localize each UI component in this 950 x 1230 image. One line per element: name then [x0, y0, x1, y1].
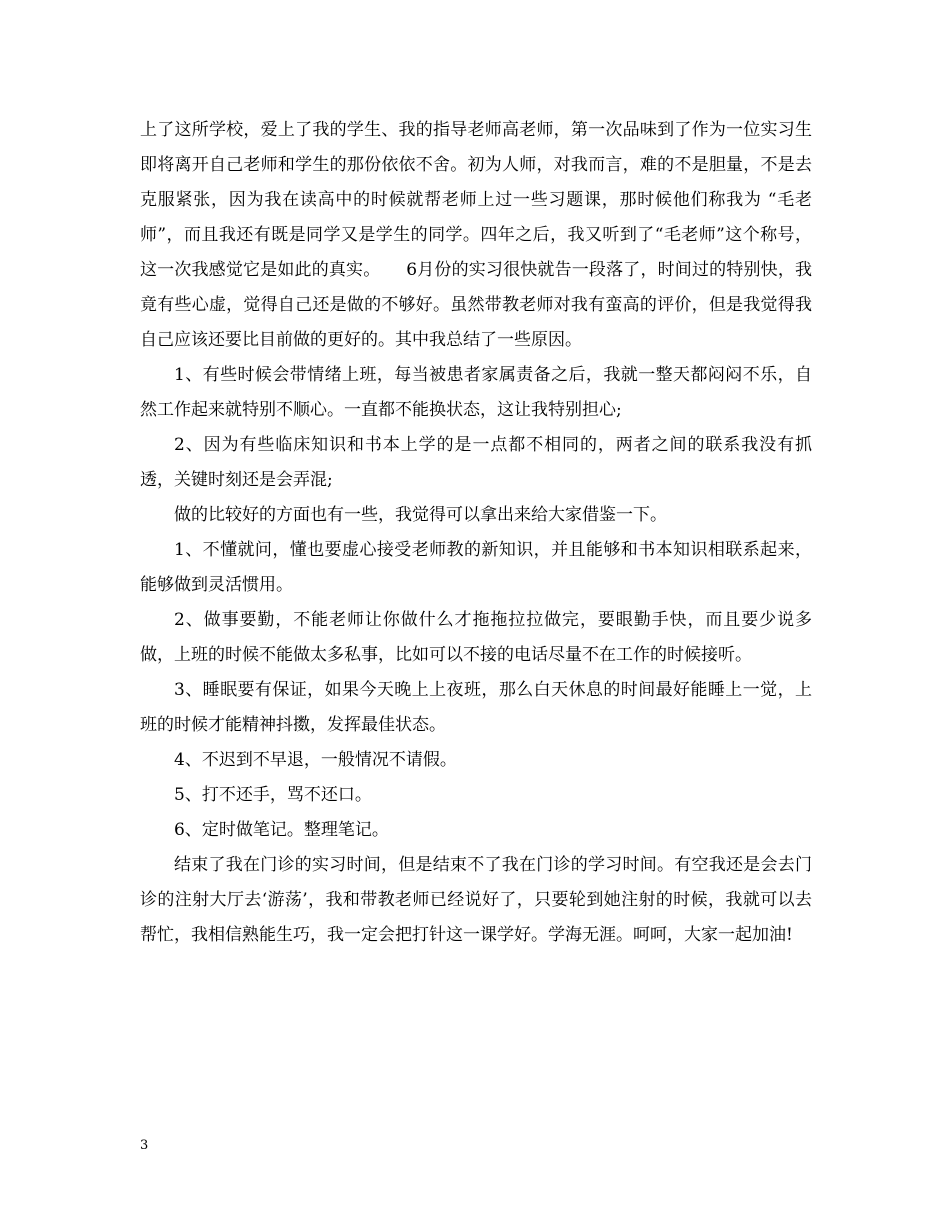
document-body: [140, 113, 812, 953]
paragraph-problem-1: 1、有些时候会带情绪上班，每当被患者家属责备之后，我就一整天都闷闷不乐，自然工作起来就特别不顺心。一直都不能换状态，这让我特别担心;: [140, 365, 812, 420]
paragraph-strengths-intro: 做的比较好的方面也有一些，我觉得可以拿出来给大家借鉴一下。: [174, 505, 667, 525]
paragraph-conclusion: 结束了我在门诊的实习时间，但是结束不了我在门诊的学习时间。有空我还是会去门诊的注射大厅去‘游荡’，我和带教老师已经说好了，只要轮到她注射的时候，我就可以去帮忙，我相信熟能生巧，我一定会把打针这一课学好。学海无涯。呵呵，大家一起加油!: [140, 855, 812, 945]
paragraph-strength-2: 2、做事要勤，不能老师让你做什么才拖拖拉拉做完，要眼勤手快，而且要少说多做，上班的时候不能做太多私事，比如可以不接的电话尽量不在工作的时候接听。: [140, 610, 812, 665]
paragraph-strength-5: 5、打不还手，骂不还口。: [174, 785, 372, 805]
page-number: 3: [140, 1138, 149, 1153]
paragraph-strength-1: 1、不懂就问，懂也要虚心接受老师教的新知识，并且能够和书本知识相联系起来，能够做到灵活惯用。: [140, 540, 812, 595]
paragraph-strength-4: 4、不迟到不早退，一般情况不请假。: [174, 750, 457, 770]
paragraph-strength-6: 6、定时做笔记。整理笔记。: [174, 820, 389, 840]
paragraph-problem-2: 2、因为有些临床知识和书本上学的是一点都不相同的，两者之间的联系我没有抓透，关键时刻还是会弄混;: [140, 435, 812, 490]
paragraph-continued-intro: 上了这所学校，爱上了我的学生、我的指导老师高老师，第一次品味到了作为一位实习生即将离开自己老师和学生的那份依依不舍。初为人师，对我而言，难的不是胆量，不是去克服紧张，因为我在读高中的时候就帮老师上过一些习题课，那时候他们称我为 “毛老师”，而且我还有既是同学又是学生的同学。四年之后，我又听到了“毛老师”这个称号，这一次我感觉它是如此的真实。 6月份的实习很快就告一段落了，时间过的特别快，我竟有些心虚，觉得自己还是做的不够好。虽然带教老师对我有蛮高的评价，但是我觉得我自己应该还要比目前做的更好的。其中我总结了一些原因。: [140, 120, 812, 350]
paragraph-strength-3: 3、睡眠要有保证，如果今天晚上上夜班，那么白天休息的时间最好能睡上一觉，上班的时候才能精神抖擞，发挥最佳状态。: [140, 680, 812, 735]
